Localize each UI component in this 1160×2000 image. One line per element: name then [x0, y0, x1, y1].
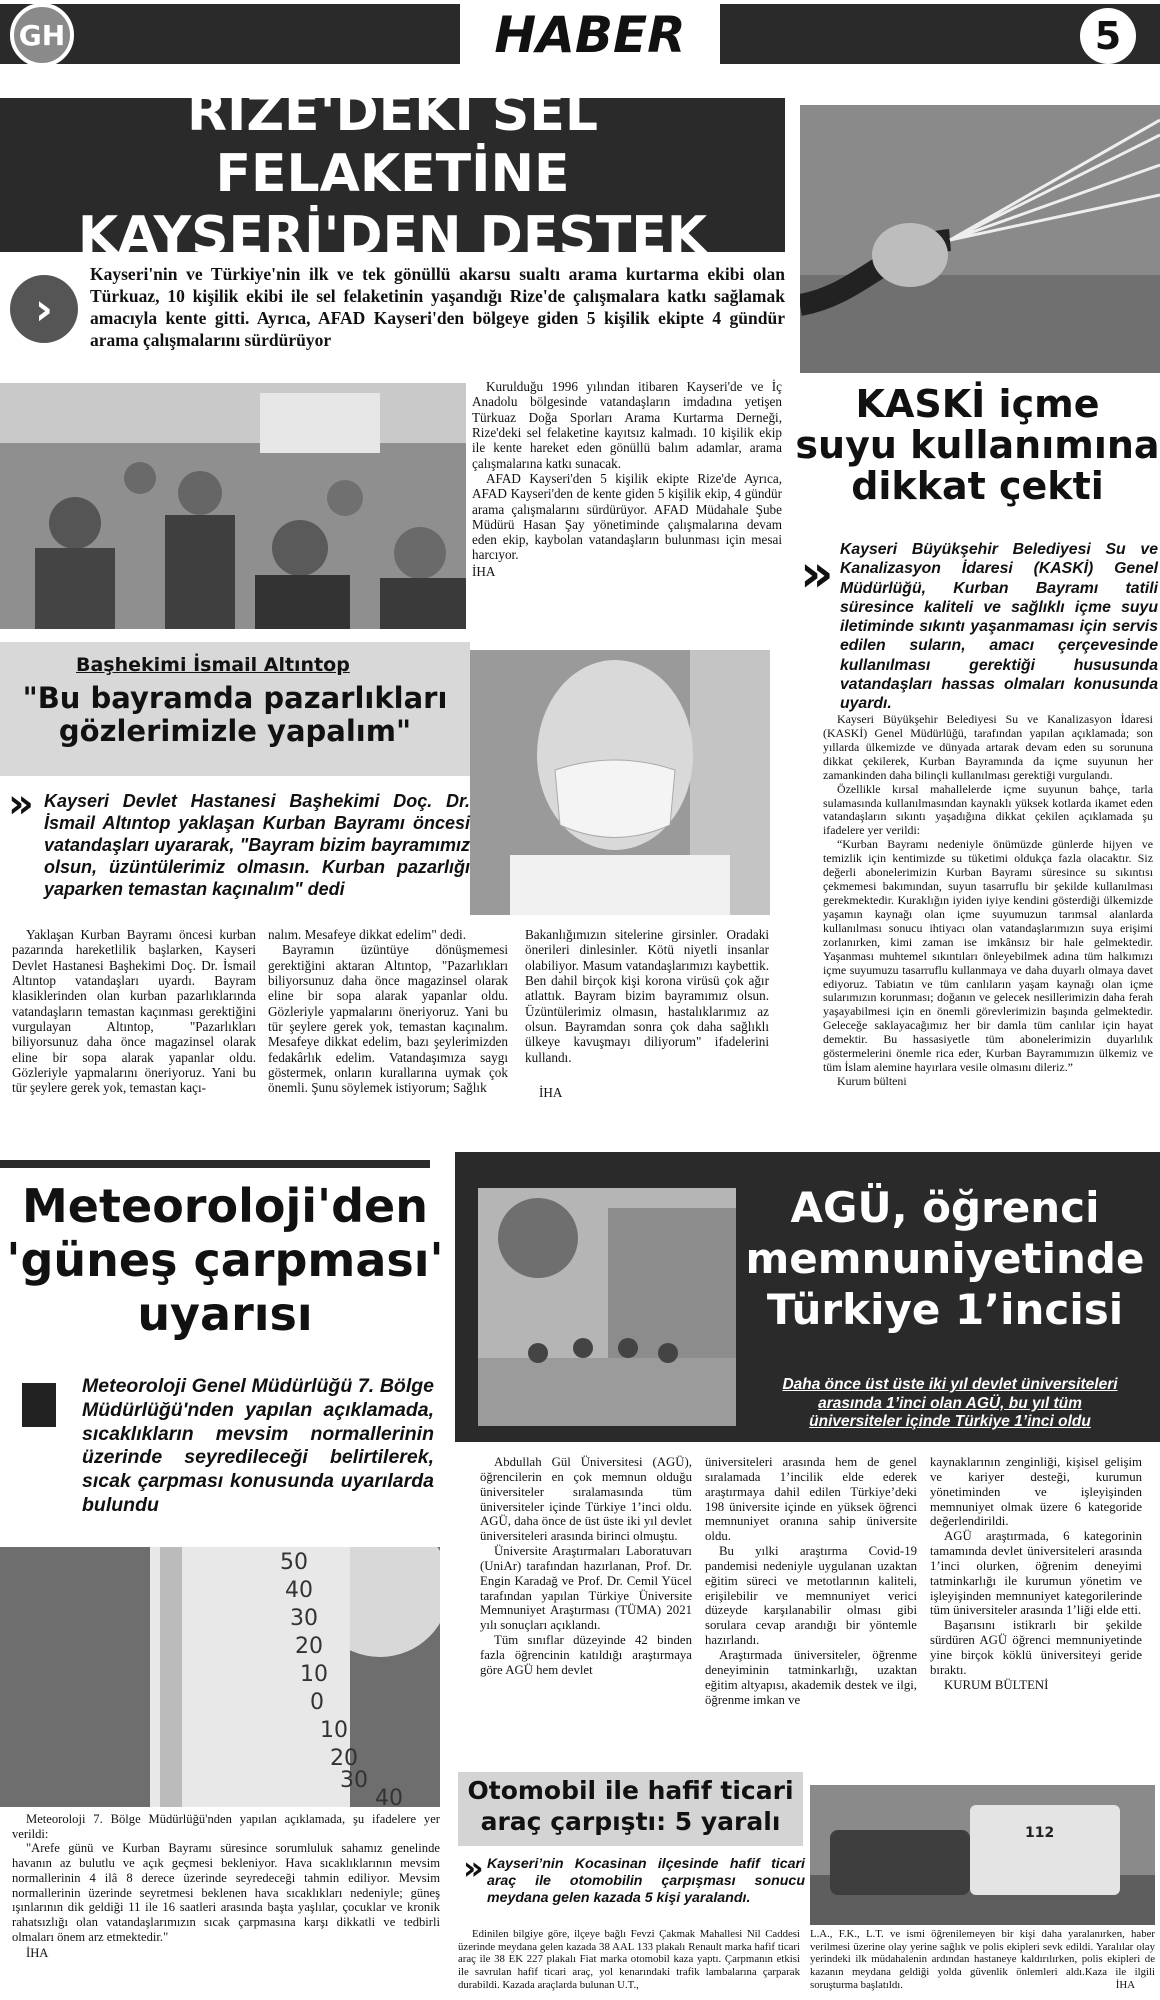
a4-summary: Meteoroloji Genel Müdürlüğü 7. Bölge Müdürlüğü'nden yapılan açıklamada, sıcaklıkların mevsim normallerinin üzerinde seyredileceği belirtilerek, sıcak çarpması konusunda uyarılarda bulundu [82, 1375, 434, 1516]
a4-title-line: 'güneş çarpması' [6, 1232, 444, 1287]
a5-title [740, 1182, 1150, 1336]
a3-col2a: nalım. Mesafeye dikkat edelim" dedi. [268, 927, 467, 942]
a4-title-line: uyarısı [137, 1286, 313, 1341]
a4-title [0, 1180, 450, 1341]
a3-title-line: gözlerimizle yapalım" [58, 714, 412, 749]
a5-col1b: Üniversite Araştırmaları Laboratuvarı (UniAr) tarafından hazırlanan, Prof. Dr. Engin Karadağ ve Prof. Dr. Cemil Yücel tarafından yapılan Türkiye Üniversite Memnuniyet Araştırması (TÜMA) 2021 yılı sonuçları açıklandı. [480, 1544, 692, 1633]
ambulance-number: 112 [1025, 1825, 1055, 1841]
a4-p1: Meteoroloji 7. Bölge Müdürlüğü'nden yapılan açıklamada, şu ifadelere yer verildi: [12, 1812, 440, 1841]
a3-col2b: Bayramın üzüntüye dönüşmemesi gerektiğini aktaran Altıntop, "Pazarlıkları biliyorsunuz daha önce magazinsel olarak eline bir sopa alarak yapanlar oldu. Gözleriyle yapmalarını öneriyoruz. Yani bu tür şeylere gerek yok, temastan kaçınalım. Mesafeye dikkat edelim, bazı şeylerimizden fedakârlık edelim. Vatandaşımıza saygı göstermek, onların kurallarına uymak çok önemli. Şunu söylemek istiyorum; Sağlık [268, 942, 508, 1096]
a6-col2-text: L.A., F.K., L.T. ve ismi öğrenilemeyen bir kişi daha yaralanırken, haber verilmesi üzerine olay yerine sağlık ve polis ekipleri sevk edildi. Yaralılar olay yerindeki ilk müdahalenin ardından hastaneye kaldırılırken, polis ekipleri de kazanın meydana geldiği yolda güvenlik önlemleri aldı.Kaza ile ilgili soruşturma başlatıldı. [810, 1928, 1155, 1991]
a2-summary: Kayseri Büyükşehir Belediyesi Su ve Kanalizasyon İdaresi (KASKİ) Genel Müdürlüğü, Kurban Bayramı tatili süresince kaliteli ve sağlıklı içme suyu iletiminde sıkıntı yaşanmaması için servis edilen suların, amacı çerçevesinde kullanılması gerektiği hususunda vatandaşları hassas olmaları konusunda uyardı. [840, 541, 1158, 713]
a2-title-line: dikkat çekti [851, 464, 1104, 509]
a2-p3: “Kurban Bayramı nedeniyle önümüzde günlerde hijyen ve temizlik için kentimizde su tüketimi oldukça fazla olacaktır. Siz değerli abonelerimizin Kurban Bayramı süresince su sıkıntısı çekmemesi bakımından, suyun tasarruflu bir şekilde kullanılması gerekmektedir. Kuraklığın iyiden iyiye kendini gösterdiği ülkemizde yaşamın kaynağı olan içme suyumuzun tarımsal alanlarda kullanılması sonucu ihtiyacı olan vatandaşlarımızın suya erişimi zorlanırken, kimi zaman ise imkânsız bir hale gelmektedir. Yaşanması muhtemel sıkıntıları önleyebilmek adına tüm halkımızı içme suyumuzu tasarruflu kullanmaya ve daha duyarlı olmaya davet ediyoruz. Tabiatın ve tüm canlıların yaşam kaynağı olan içme sularımızın korunması; doğanın ve gelecek nesillerimizin daha ferah yaşayabilmesi için en önemli görevlerimizin başında gelmektedir. Geleceğe saklayacağımız her bir damla tüm canlılar için hayat demektir. Bu hassasiyetle tüm abonelerimizin duyarlılık göstermelerini önemle rica eder, Kurban Bayramımızın ülkemiz ve tüm İslam alemine hayırlara vesile olmasını dileriz.” [823, 837, 1153, 1075]
a5-col3b: AGÜ araştırmada, 6 kategorinin tamamında devlet üniversiteleri arasında 1’inci olurken, öğrenim deneyimi tatminkarlığı ile kurumun yönetim ve işleyişinden memnuniyet kategorilerinde tüm üniversiteler arasında 1’liği elde etti. [930, 1529, 1142, 1618]
a5-summary: Daha önce üst üste iki yıl devlet üniversiteleri arasında 1’inci olan AGÜ, bu yıl tüm üniversiteler içinde Türkiye 1’inci oldu [782, 1376, 1118, 1431]
a5-col1 [480, 1455, 692, 1678]
a5-col1a: Abdullah Gül Üniversitesi (AGÜ), öğrencilerin en çok memnun olduğu üniversiteler sıralamasında tüm üniversiteler içinde Türkiye 1’inci oldu. AGÜ, daha önce de üst üste iki yıl devlet üniversiteleri arasında birinci olmuştu. [480, 1455, 692, 1544]
a2-p1: Kayseri Büyükşehir Belediyesi Su ve Kanalizasyon İdaresi (KASKİ) Genel Müdürlüğü, tarafından yapılan açıklamada; son yıllarda ülkemizde ve dünyada artarak devam eden su sorununa dikkat çekilerek, Kurban Bayramında da içme suyunun her zamankinden daha bilinçli kullanılması gerektiği vurgulandı. [823, 712, 1153, 782]
a5-col2 [705, 1455, 917, 1707]
a1-team-photo [0, 383, 466, 629]
a6-accident-photo [810, 1785, 1155, 1925]
thermo-tick: 50 [280, 1550, 308, 1575]
a5-title-line: AGÜ, öğrenci [790, 1183, 1100, 1232]
a3-kicker: Başhekimi İsmail Altıntop [76, 654, 350, 676]
a4-title-line: Meteoroloji'den [22, 1179, 428, 1233]
a3-title [0, 682, 470, 749]
accident-illustration [810, 1785, 1155, 1925]
thermo-tick: 20 [330, 1746, 358, 1771]
hose-illustration [800, 105, 1160, 373]
thermometer-illustration [0, 1547, 440, 1807]
a6-col1: Edinilen bilgiye göre, ilçeye bağlı Fevzi Çakmak Mahallesi Nil Caddesi üzerinde meydana gelen kazada 38 AAL 133 plakalı Renault marka hafif ticari araç ile 38 EK 227 plakalı Fiat marka otomobil kaza yaptı. Çarpmanın etkisi ile savrulan hafif ticari araç, yol kenarındaki trafik lambalarına çarparak durabildi. Kazada araçlarda bulunan U.T., [458, 1928, 800, 1991]
a1-body [472, 379, 782, 579]
a3-signature: İHA [539, 1084, 563, 1100]
a2-title-line: suyu kullanımına [795, 423, 1160, 468]
a6-chevron-icon: » [463, 1849, 484, 1887]
a3-chevron-icon: » [8, 781, 34, 827]
a1-title-box [0, 82, 785, 266]
students-illustration [478, 1188, 736, 1426]
a1-signature: İHA [472, 563, 496, 579]
a3-col2 [268, 927, 508, 1095]
a2-title [795, 384, 1160, 507]
thermo-tick: 30 [290, 1606, 318, 1631]
a4-signature: İHA [26, 1945, 49, 1960]
thermo-tick: 10 [300, 1662, 328, 1687]
thermo-tick: 30 [340, 1768, 368, 1793]
a1-title: RİZE'DEKİ SEL FELAKETİNE KAYSERİ'DEN DESTEK [77, 82, 708, 266]
a4-rule [0, 1160, 430, 1168]
a6-title-line: Otomobil ile hafif ticari [467, 1776, 794, 1805]
thermo-tick: 0 [310, 1690, 324, 1715]
hose-photo [800, 105, 1160, 373]
thermo-tick: 40 [375, 1786, 403, 1807]
a4-p2: "Arefe günü ve Kurban Bayramı süresince sorumluluk sahamız genelinde havanın az bulutlu ve açık geçmesi bekleniyor. Hava sıcaklıklarının mevsim normallerinin 4 ilâ 8 derece üzerinde seyredeceği tahmin ediliyor. Mevsim normallerinin üzerinde seyretmesi beklenen hava sıcaklıkları nedeniyle; güneş ışınlarının dik geldiği 11 ile 16 saatleri arasında başta yaşlılar, çocuklar ve kronik rahatsızlığı olan vatandaşlarımızın sıcak çarpmasına karşı dikkatli ve tedbirli olmaları önem arz etmektedir." [12, 1841, 440, 1944]
a5-col2b: Bu yılki araştırma Covid-19 pandemisi nedeniyle uygulanan uzaktan eğitim süreci ve metotlarının kaliteli, erişilebilir ve memnuniyet verici düzeyde karşılanabilir olması gibi sorulara cevap arandığı bir yöntemle hazırlandı. [705, 1544, 917, 1648]
a5-col3c: Başarısını istikrarlı bir şekilde sürdüren AGÜ öğrenci memnuniyetinde yine birçok köklü üniversiteyi geride bıraktı. [930, 1618, 1142, 1677]
a2-signature: Kurum bülteni [837, 1073, 907, 1088]
a6-summary: Kayseri’nin Kocasinan ilçesinde hafif ticari araç ile otomobilin çarpışması sonucu meydana gelen kazada 5 kişi yaralandı. [487, 1856, 805, 1906]
a1-p2: AFAD Kayseri'den 5 kişilik ekipte Rize'de Ayrıca, AFAD Kayseri'den de kente giden 5 kişilik ekip, 4 gündür arama çalışmalarını sürdürüyor. AFAD Müdahale Şube Müdürü Hasan Şay yönetiminde çalışmalarına devam eden ekip, kaybolan vatandaşların bulunması için mesai harcıyor. [472, 470, 782, 563]
a2-body [823, 713, 1153, 1089]
a1-p1: Kurulduğu 1996 yılından itibaren Kayseri'de ve İç Anadolu bölgesinde vatandaşların imdadına yetişen Türkuaz Doğa Sporları Arama Kurtarma Derneği, Rize'deki sel felaketine kayıtsız kalmadı. 10 kişilik ekip ile kente hareket eden gönüllü balım adamlar, arama çalışmalarına katkı sunacak. [472, 379, 782, 471]
a5-signature: KURUM BÜLTENİ [944, 1677, 1049, 1692]
a3-col1: Yaklaşan Kurban Bayramı öncesi kurban pazarında hareketlilik başlarken, Kayseri Devlet Hastanesi Başhekimi Doç. Dr. İsmail Altıntop vatandaşları uyardı. Bayram klasiklerinden olan kurban pazarlıklarında vatandaşların temastan kaçınması gerektiğini vurgulayan Altıntop, "Pazarlıkları biliyorsunuz daha önce magazinsel olarak eline bir sopa alarak yapanlar oldu. Gözleriyle yapmalarını öneriyoruz. Yani bu tür şeylere gerek yok, temastan kaçı- [12, 927, 256, 1096]
a1-summary: Kayseri'nin ve Türkiye'nin ilk ve tek gönüllü akarsu sualtı arama kurtarma ekibi olan Türkuaz, 10 kişilik ekibi ile sel felaketinin yaşandığı Rize'de çalışmalara katkı sağlamak amacıyla kente gitti. Ayrıca, AFAD Kayseri'den bölgeye giden 5 kişilik ekipte 4 gündür arama çalışmalarını sürdürüyor [90, 264, 785, 350]
thermometer-photo [0, 1547, 440, 1807]
a5-col2c: Araştırmada üniversiteler, öğrenme deneyiminin tatminkarlığı, uzaktan eğitim altyapısı, akademik destek ve ilgi, öğrenme imkan ve [705, 1647, 917, 1707]
a5-title-line: memnuniyetinde [745, 1234, 1145, 1284]
a5-col2a: üniversiteleri arasında hem de genel sıralamada 1’incilik elde ederek araştırmaya dahil edilen Türkiye’deki 198 üniversite içinde en yüksek öğrenci memnuniyet oranına sahip üniversite oldu. [705, 1455, 917, 1544]
a3-title-line: "Bu bayramda pazarlıkları [22, 681, 448, 715]
thermo-tick: 10 [320, 1718, 348, 1743]
a2-p2: Özellikle kırsal mahallelerde içme suyunun bahçe, tarla sulamasında kullanılmasından kaynaklı yüksek kotlarda ikamet eden vatandaşların sıkıntı yaşadığına dikkat çekilen açıklamada şu ifadelere yer verildi: [823, 781, 1153, 838]
a1-arrow-icon: › [10, 275, 78, 343]
a6-signature: İHA [1115, 1978, 1135, 1991]
a6-title [458, 1776, 803, 1837]
page-number: 5 [1080, 8, 1136, 64]
a5-title-line: Türkiye 1’incisi [766, 1285, 1124, 1335]
a5-col3 [930, 1455, 1142, 1693]
logo-text: GH [18, 18, 66, 52]
a2-title-line: KASKİ içme [855, 382, 1100, 426]
logo [10, 3, 74, 67]
a4-square-icon [22, 1383, 56, 1427]
a6-title-line: araç çarpıştı: 5 yaralı [480, 1806, 781, 1836]
a2-chevron-icon: » [800, 544, 834, 604]
thermo-tick: 40 [285, 1578, 313, 1603]
a6-col2 [810, 1928, 1155, 1992]
team-photo-illustration [0, 383, 466, 629]
a3-doctor-photo [470, 650, 770, 915]
a5-col1c: Tüm sınıflar düzeyinde 42 binden fazla öğrencinin katıldığı araştırmaya göre AGÜ hem devlet [480, 1633, 692, 1677]
thermo-tick: 20 [295, 1634, 323, 1659]
a4-body [12, 1812, 440, 1960]
a3-col3-text: Bakanlığımızın sitelerine girsinler. Oradaki önerileri dinlesinler. Kötü niyetli insanlar olabiliyor. Masum vatandaşlarımızı kaybettik. Ben dahil birçok kişi korona virüsü çok ağır atlattık. Bayram bizim bayramımız olsun. Üzüntülerimiz olmasın, hastalıklarımız az olsun. Bayramdan sonra çok daha sağlıklı ülkeye kavuşmayı diliyorum" ifadelerini kullandı. [525, 927, 769, 1065]
doctor-illustration [470, 650, 770, 915]
a3-summary: Kayseri Devlet Hastanesi Başhekimi Doç. Dr. İsmail Altıntop yaklaşan Kurban Bayramı öncesi vatandaşları uyararak, "Bayram bizim bayramımız olsun, üzüntülerimiz olmasın. Kurban pazarlığı yaparken temastan kaçınalım" dedi [44, 791, 470, 899]
a5-col3a: kaynaklarının zenginliği, kişisel gelişim ve kariyer desteği, kurumun yönetiminden ve işleyişinden memnuniyet olmak üzere 6 kategoride değerlendirildi. [930, 1455, 1142, 1529]
a3-col3 [525, 927, 769, 1100]
section-title: HABER [494, 6, 686, 64]
a5-students-photo [478, 1188, 736, 1426]
